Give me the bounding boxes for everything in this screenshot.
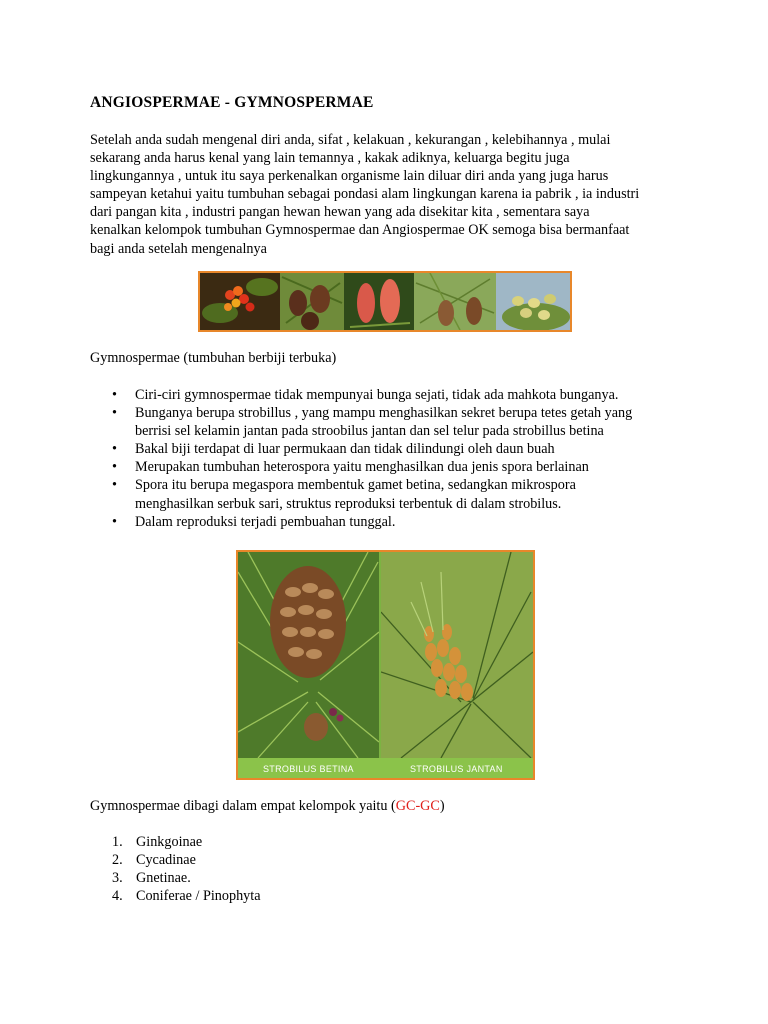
caption-strobilus-betina: STROBILUS BETINA bbox=[263, 764, 354, 774]
list-item-text: Ciri-ciri gymnospermae tidak mempunyai bunga sejati, tidak ada mahkota bunganya. bbox=[135, 387, 619, 403]
list-item bbox=[112, 833, 261, 851]
bullet-icon: • bbox=[112, 513, 117, 530]
list-item-text: Gnetinae. bbox=[136, 870, 191, 887]
list-item bbox=[112, 869, 261, 887]
list-item bbox=[112, 458, 692, 476]
groups-sentence-text: Gymnospermae dibagi dalam empat kelompok yaitu ( bbox=[90, 798, 396, 814]
groups-sentence bbox=[90, 798, 445, 815]
list-item bbox=[112, 513, 692, 531]
intro-line: Setelah anda sudah mengenal diri anda, sifat , kelakuan , kekurangan , kelebihannya , mulai bbox=[90, 132, 611, 148]
intro-paragraph bbox=[90, 131, 690, 258]
plant-photo-strip-image bbox=[200, 273, 570, 330]
caption-strobilus-jantan: STROBILUS JANTAN bbox=[410, 764, 503, 774]
groups-sentence-close: ) bbox=[439, 798, 445, 814]
strobilus-betina-image bbox=[238, 552, 379, 758]
intro-line: sekarang anda harus kenal yang lain temannya , kakak adiknya, keluarga begitu juga bbox=[90, 150, 570, 167]
bullet-icon: • bbox=[112, 477, 117, 494]
list-item bbox=[112, 476, 692, 512]
list-item-text: menghasilkan serbuk sari, struktus reproduksi terbentuk di dalam strobilus. bbox=[135, 495, 562, 512]
gymnospermae-heading: Gymnospermae (tumbuhan berbiji terbuka) bbox=[90, 350, 337, 366]
list-item bbox=[112, 851, 261, 869]
plant-photo-strip bbox=[198, 271, 572, 332]
list-item-text: Coniferae / Pinophyta bbox=[136, 888, 261, 905]
intro-line: kenalkan kelompok tumbuhan Gymnospermae dan Angiospermae OK semoga bisa bermanfaat bbox=[90, 222, 630, 239]
page-title: ANGIOSPERMAE - GYMNOSPERMAE bbox=[90, 94, 374, 111]
list-item-text: Ginkgoinae bbox=[136, 834, 203, 850]
gc-highlight: GC-GC bbox=[395, 798, 440, 814]
groups-list bbox=[112, 833, 261, 905]
intro-line: dari pangan kita , industri pangan hewan hewan yang ada disekitar kita , sementara saya bbox=[90, 204, 590, 221]
list-item-text: Bakal biji terdapat di luar permukaan dan tidak dilindungi oleh daun buah bbox=[135, 441, 555, 458]
list-item bbox=[112, 440, 692, 458]
bullet-icon: • bbox=[112, 405, 117, 422]
list-number: 4. bbox=[112, 888, 123, 905]
list-item-text: Merupakan tumbuhan heterospora yaitu menghasilkan dua jenis spora berlainan bbox=[135, 459, 589, 476]
list-number: 3. bbox=[112, 870, 123, 887]
intro-line: sampeyan ketahui yaitu tumbuhan sebagai pondasi alam lingkungan karena ia pabrik , ia industri bbox=[90, 186, 640, 203]
list-item-text: Cycadinae bbox=[136, 852, 196, 869]
list-item-text: berrisi sel kelamin jantan pada stroobilus jantan dan sel telur pada strobillus betina bbox=[135, 423, 604, 440]
strobilus-jantan-image bbox=[381, 552, 533, 758]
bullet-icon: • bbox=[112, 387, 117, 403]
list-item bbox=[112, 887, 261, 905]
list-item-text: Spora itu berupa megaspora membentuk gamet betina, sedangkan mikrospora bbox=[135, 477, 576, 494]
strobilus-photo bbox=[236, 550, 535, 780]
intro-line: lingkungannya , untuk itu saya perkenalkan organisme lain diluar diri anda yang juga harus bbox=[90, 168, 609, 185]
characteristics-list bbox=[112, 386, 692, 531]
intro-line: bagi anda setelah mengenalnya bbox=[90, 240, 267, 257]
bullet-icon: • bbox=[112, 459, 117, 476]
list-number: 2. bbox=[112, 852, 123, 869]
list-item bbox=[112, 386, 692, 404]
list-item-text: Dalam reproduksi terjadi pembuahan tunggal. bbox=[135, 513, 396, 530]
list-number: 1. bbox=[112, 834, 123, 850]
list-item-text: Bunganya berupa strobillus , yang mampu menghasilkan sekret berupa tetes getah yang bbox=[135, 405, 633, 422]
bullet-icon: • bbox=[112, 441, 117, 458]
list-item bbox=[112, 404, 692, 440]
